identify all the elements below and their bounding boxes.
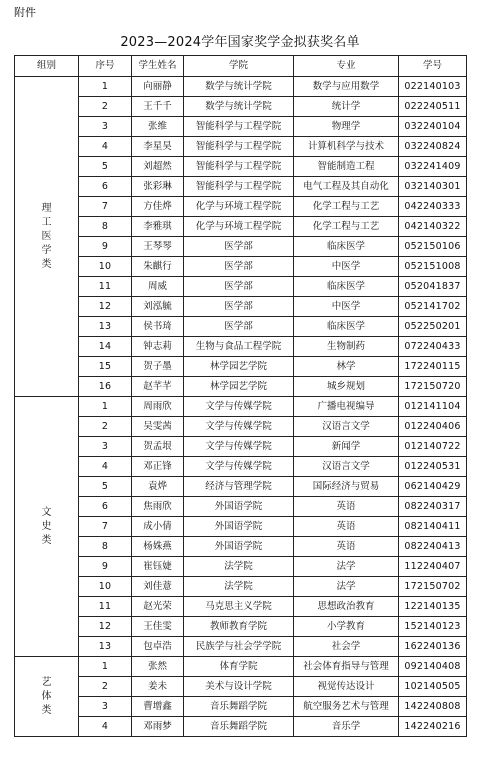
table-row: [15, 697, 467, 717]
cell-index: 15: [79, 357, 132, 377]
cell-student-id: 032240104: [399, 117, 467, 137]
cell-index: 2: [79, 677, 132, 697]
cell-college: 文学与传媒学院: [184, 397, 294, 417]
cell-college: 经济与管理学院: [184, 477, 294, 497]
cell-major: 音乐学: [294, 717, 399, 737]
cell-college: 文学与传媒学院: [184, 417, 294, 437]
cell-student-id: 032140301: [399, 177, 467, 197]
cell-college: 文学与传媒学院: [184, 437, 294, 457]
cell-student-id: 012240531: [399, 457, 467, 477]
cell-index: 13: [79, 637, 132, 657]
group-label: 艺 体 类: [15, 657, 79, 737]
cell-index: 1: [79, 397, 132, 417]
cell-major: 航空服务艺术与管理: [294, 697, 399, 717]
cell-college: 智能科学与工程学院: [184, 157, 294, 177]
cell-student-name: 贺子墨: [132, 357, 184, 377]
cell-major: 英语: [294, 517, 399, 537]
table-row: [15, 517, 467, 537]
table-row: [15, 677, 467, 697]
cell-college: 林学园艺学院: [184, 377, 294, 397]
cell-student-name: 张然: [132, 657, 184, 677]
cell-major: 汉语言文学: [294, 457, 399, 477]
cell-college: 马克思主义学院: [184, 597, 294, 617]
cell-major: 数学与应用数学: [294, 77, 399, 97]
cell-index: 8: [79, 217, 132, 237]
cell-student-id: 042240333: [399, 197, 467, 217]
table-row: [15, 377, 467, 397]
cell-major: 社会学: [294, 637, 399, 657]
cell-student-id: 052250201: [399, 317, 467, 337]
cell-college: 林学园艺学院: [184, 357, 294, 377]
cell-major: 临床医学: [294, 237, 399, 257]
cell-student-id: 062140429: [399, 477, 467, 497]
cell-student-name: 刘佳薏: [132, 577, 184, 597]
cell-student-name: 向丽静: [132, 77, 184, 97]
table-row: [15, 137, 467, 157]
table-row: [15, 637, 467, 657]
cell-college: 音乐舞蹈学院: [184, 717, 294, 737]
cell-student-id: 172150720: [399, 377, 467, 397]
table-row: [15, 537, 467, 557]
cell-major: 新闻学: [294, 437, 399, 457]
table-header-row: [15, 56, 467, 77]
cell-student-name: 邓正锋: [132, 457, 184, 477]
cell-college: 民族学与社会学学院: [184, 637, 294, 657]
cell-college: 智能科学与工程学院: [184, 117, 294, 137]
cell-college: 法学院: [184, 557, 294, 577]
cell-index: 10: [79, 257, 132, 277]
cell-major: 林学: [294, 357, 399, 377]
cell-student-id: 082240413: [399, 537, 467, 557]
table-row: [15, 437, 467, 457]
table-row: [15, 217, 467, 237]
cell-index: 6: [79, 177, 132, 197]
table-row: [15, 337, 467, 357]
header-student-id: 学号: [399, 56, 467, 77]
cell-student-name: 贺孟垠: [132, 437, 184, 457]
table-row: [15, 157, 467, 177]
header-student-name: 学生姓名: [132, 56, 184, 77]
cell-college: 智能科学与工程学院: [184, 137, 294, 157]
cell-student-id: 112240407: [399, 557, 467, 577]
cell-college: 数学与统计学院: [184, 97, 294, 117]
cell-college: 化学与环境工程学院: [184, 217, 294, 237]
cell-college: 教师教育学院: [184, 617, 294, 637]
cell-index: 4: [79, 137, 132, 157]
cell-student-id: 142240216: [399, 717, 467, 737]
cell-index: 2: [79, 97, 132, 117]
cell-major: 广播电视编导: [294, 397, 399, 417]
cell-index: 7: [79, 517, 132, 537]
cell-student-name: 曹增鑫: [132, 697, 184, 717]
cell-student-name: 崔钰婕: [132, 557, 184, 577]
cell-student-name: 赵芊芊: [132, 377, 184, 397]
table-row: [15, 717, 467, 737]
table-row: [15, 577, 467, 597]
cell-major: 视觉传达设计: [294, 677, 399, 697]
cell-student-id: 022240511: [399, 97, 467, 117]
table-row: [15, 297, 467, 317]
table-row: [15, 457, 467, 477]
cell-student-id: 172150702: [399, 577, 467, 597]
cell-index: 4: [79, 717, 132, 737]
cell-major: 电气工程及其自动化: [294, 177, 399, 197]
cell-college: 医学部: [184, 257, 294, 277]
table-row: [15, 357, 467, 377]
cell-student-id: 022140103: [399, 77, 467, 97]
cell-college: 医学部: [184, 237, 294, 257]
cell-student-name: 李星昊: [132, 137, 184, 157]
cell-index: 13: [79, 317, 132, 337]
cell-student-id: 172240115: [399, 357, 467, 377]
cell-major: 临床医学: [294, 277, 399, 297]
group-label: 文 史 类: [15, 397, 79, 657]
cell-student-id: 102140505: [399, 677, 467, 697]
header-college: 学院: [184, 56, 294, 77]
cell-index: 1: [79, 657, 132, 677]
cell-college: 医学部: [184, 297, 294, 317]
cell-student-name: 王琴琴: [132, 237, 184, 257]
cell-student-id: 032241409: [399, 157, 467, 177]
cell-student-id: 052041837: [399, 277, 467, 297]
table-row: [15, 197, 467, 217]
cell-college: 化学与环境工程学院: [184, 197, 294, 217]
cell-major: 英语: [294, 537, 399, 557]
cell-student-name: 包卓浩: [132, 637, 184, 657]
cell-student-name: 王佳雯: [132, 617, 184, 637]
cell-student-id: 122140135: [399, 597, 467, 617]
cell-student-id: 012240406: [399, 417, 467, 437]
cell-student-name: 李雅琪: [132, 217, 184, 237]
cell-student-name: 姜未: [132, 677, 184, 697]
cell-student-id: 152140123: [399, 617, 467, 637]
table-row: [15, 117, 467, 137]
cell-college: 生物与食品工程学院: [184, 337, 294, 357]
cell-index: 8: [79, 537, 132, 557]
cell-major: 化学工程与工艺: [294, 217, 399, 237]
cell-student-name: 王千千: [132, 97, 184, 117]
cell-student-name: 刘泓毓: [132, 297, 184, 317]
cell-college: 外国语学院: [184, 537, 294, 557]
cell-major: 小学教育: [294, 617, 399, 637]
cell-student-name: 焦雨欣: [132, 497, 184, 517]
cell-student-id: 072240433: [399, 337, 467, 357]
cell-major: 思想政治教育: [294, 597, 399, 617]
cell-major: 中医学: [294, 257, 399, 277]
scholarship-table: [14, 55, 467, 737]
cell-student-name: 张彩琳: [132, 177, 184, 197]
cell-student-name: 刘超然: [132, 157, 184, 177]
cell-major: 计算机科学与技术: [294, 137, 399, 157]
cell-major: 智能制造工程: [294, 157, 399, 177]
cell-college: 体育学院: [184, 657, 294, 677]
cell-student-name: 吴雯茜: [132, 417, 184, 437]
cell-student-name: 方佳烨: [132, 197, 184, 217]
cell-index: 1: [79, 77, 132, 97]
cell-student-id: 142240808: [399, 697, 467, 717]
cell-student-id: 082240317: [399, 497, 467, 517]
cell-student-name: 赵光荣: [132, 597, 184, 617]
cell-index: 3: [79, 437, 132, 457]
cell-student-id: 012141104: [399, 397, 467, 417]
cell-index: 14: [79, 337, 132, 357]
table-row: [15, 477, 467, 497]
cell-index: 4: [79, 457, 132, 477]
table-row: [15, 237, 467, 257]
cell-index: 5: [79, 157, 132, 177]
table-row: [15, 617, 467, 637]
cell-student-name: 钟志莉: [132, 337, 184, 357]
cell-student-name: 周雨欣: [132, 397, 184, 417]
cell-student-id: 052150106: [399, 237, 467, 257]
cell-college: 数学与统计学院: [184, 77, 294, 97]
cell-student-id: 082140411: [399, 517, 467, 537]
cell-student-name: 侯书琦: [132, 317, 184, 337]
cell-college: 外国语学院: [184, 497, 294, 517]
cell-index: 3: [79, 697, 132, 717]
table-row: [15, 657, 467, 677]
cell-student-name: 张维: [132, 117, 184, 137]
cell-student-id: 092140408: [399, 657, 467, 677]
cell-student-id: 042140322: [399, 217, 467, 237]
cell-index: 3: [79, 117, 132, 137]
header-index: 序号: [79, 56, 132, 77]
cell-major: 社会体育指导与管理: [294, 657, 399, 677]
table-row: [15, 597, 467, 617]
table-row: [15, 277, 467, 297]
header-major: 专业: [294, 56, 399, 77]
cell-index: 2: [79, 417, 132, 437]
cell-college: 医学部: [184, 277, 294, 297]
cell-major: 法学: [294, 577, 399, 597]
header-group: 组别: [15, 56, 79, 77]
cell-major: 统计学: [294, 97, 399, 117]
cell-major: 英语: [294, 497, 399, 517]
group-label: 理 工 医 学 类: [15, 77, 79, 397]
cell-college: 美术与设计学院: [184, 677, 294, 697]
table-row: [15, 417, 467, 437]
cell-index: 16: [79, 377, 132, 397]
cell-college: 医学部: [184, 317, 294, 337]
cell-student-id: 162240136: [399, 637, 467, 657]
cell-student-name: 朱麒行: [132, 257, 184, 277]
cell-student-name: 邓雨梦: [132, 717, 184, 737]
cell-index: 11: [79, 277, 132, 297]
table-row: [15, 497, 467, 517]
table-row: [15, 177, 467, 197]
cell-student-id: 032240824: [399, 137, 467, 157]
table-row: [15, 257, 467, 277]
table-row: [15, 317, 467, 337]
cell-index: 7: [79, 197, 132, 217]
attachment-label: 附件: [14, 6, 36, 19]
cell-student-name: 袁烨: [132, 477, 184, 497]
cell-index: 5: [79, 477, 132, 497]
cell-student-name: 杨姝燕: [132, 537, 184, 557]
table-row: [15, 397, 467, 417]
cell-index: 6: [79, 497, 132, 517]
cell-major: 临床医学: [294, 317, 399, 337]
table-row: [15, 77, 467, 97]
cell-college: 音乐舞蹈学院: [184, 697, 294, 717]
table-row: [15, 97, 467, 117]
cell-major: 城乡规划: [294, 377, 399, 397]
table-row: [15, 557, 467, 577]
cell-college: 外国语学院: [184, 517, 294, 537]
cell-index: 9: [79, 557, 132, 577]
cell-student-name: 周威: [132, 277, 184, 297]
cell-major: 国际经济与贸易: [294, 477, 399, 497]
cell-index: 10: [79, 577, 132, 597]
cell-student-id: 012140722: [399, 437, 467, 457]
cell-major: 化学工程与工艺: [294, 197, 399, 217]
cell-student-id: 052141702: [399, 297, 467, 317]
cell-index: 9: [79, 237, 132, 257]
cell-student-name: 成小倩: [132, 517, 184, 537]
cell-major: 法学: [294, 557, 399, 577]
cell-major: 中医学: [294, 297, 399, 317]
cell-index: 12: [79, 297, 132, 317]
cell-student-id: 052151008: [399, 257, 467, 277]
cell-college: 智能科学与工程学院: [184, 177, 294, 197]
cell-major: 物理学: [294, 117, 399, 137]
document-title: 2023—2024学年国家奖学金拟获奖名单: [120, 35, 360, 50]
cell-index: 12: [79, 617, 132, 637]
cell-index: 11: [79, 597, 132, 617]
cell-college: 法学院: [184, 577, 294, 597]
cell-major: 汉语言文学: [294, 417, 399, 437]
cell-major: 生物制药: [294, 337, 399, 357]
cell-college: 文学与传媒学院: [184, 457, 294, 477]
